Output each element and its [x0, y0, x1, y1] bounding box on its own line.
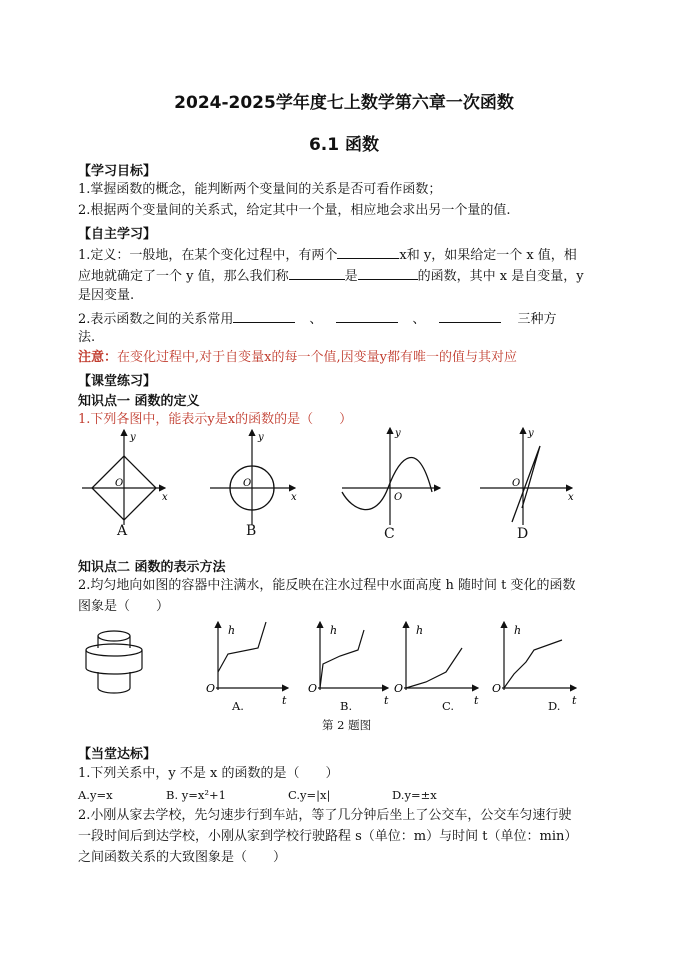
separator: 、 — [309, 312, 323, 327]
section-title: 6.1 函数 — [308, 135, 380, 155]
q2-label-a: A. — [232, 699, 244, 713]
axis-origin-label: O — [394, 492, 403, 503]
axis-y-label: y — [258, 432, 264, 443]
blank-5 — [336, 308, 398, 323]
practice-question-2-line-2: 图象是（ ） — [78, 599, 170, 614]
axis-y-label: y — [528, 428, 534, 439]
graph-d-zigzag — [480, 428, 574, 525]
axis-h-label: h — [228, 624, 236, 637]
axis-t-label: t — [282, 694, 287, 707]
axis-t-label: t — [474, 694, 479, 707]
definition-line-2 — [78, 265, 584, 287]
axis-origin-label: O — [512, 478, 521, 489]
water-container-icon — [86, 631, 142, 693]
definition-text: 的函数，其中 x 是自变量，y — [417, 269, 584, 284]
definition-text: 1.定义：一般地，在某个变化过程中，有两个 — [78, 248, 338, 263]
q2-graph-d — [492, 622, 577, 707]
page-title: 2024-2025学年度七上数学第六章一次函数 — [174, 93, 514, 113]
q2-graph-c — [394, 622, 479, 707]
separator: 、 — [412, 312, 426, 327]
axis-h-label: h — [416, 624, 424, 637]
graph-label-c: C — [384, 526, 395, 542]
q2-figure-caption: 第 2 题图 — [322, 718, 372, 732]
axis-origin-label: O — [115, 478, 124, 489]
definition-text: 是 — [344, 269, 358, 284]
graph-c-curve — [342, 428, 440, 525]
representation-text: 三种方 — [517, 312, 557, 327]
representation-line — [78, 308, 556, 330]
note-label: 注意： — [78, 350, 118, 365]
graph-label-d: D — [517, 526, 529, 542]
check-question-2-line-1: 2.小刚从家去学校，先匀速步行到车站，等了几分钟后坐上了公交车，公交车匀速行驶 — [78, 808, 572, 823]
axis-origin-label: O — [308, 682, 318, 695]
axis-t-label: t — [384, 694, 389, 707]
check-heading: 【当堂达标】 — [78, 747, 157, 762]
self-study-heading: 【自主学习】 — [78, 227, 157, 242]
q1-graphs — [0, 420, 688, 550]
blank-2 — [289, 265, 345, 280]
note-text: 在变化过程中,对于自变量x的每一个值,因变量y都有唯一的值与其对应 — [117, 350, 517, 365]
axis-x-label: x — [291, 492, 297, 503]
q2-label-c: C. — [442, 699, 455, 713]
practice-question-2-line-1: 2.均匀地向如图的容器中注满水，能反映在注水过程中水面高度 h 随时间 t 变化的函数 — [78, 578, 576, 593]
axis-origin-label: O — [206, 682, 216, 695]
axis-origin-label: O — [243, 478, 252, 489]
practice-question-1: 1.下列各图中，能表示y是x的函数的是（ ） — [78, 412, 353, 427]
option-d: D.y=±x — [392, 788, 437, 802]
representation-text: 2.表示函数之间的关系常用 — [78, 312, 234, 327]
q2-graph-b — [308, 622, 389, 707]
knowledge-point-2: 知识点二 函数的表示方法 — [78, 560, 226, 575]
option-a: A.y=x — [78, 788, 113, 802]
axis-h-label: h — [330, 624, 338, 637]
goal-item-2: 2.根据两个变量间的关系式，给定其中一个量，相应地会求出另一个量的值. — [78, 203, 511, 218]
practice-heading: 【课堂练习】 — [78, 374, 157, 389]
blank-1 — [337, 244, 399, 259]
axis-h-label: h — [514, 624, 522, 637]
axis-t-label: t — [572, 694, 577, 707]
check-question-2-line-3: 之间函数关系的大致图象是（ ） — [78, 850, 287, 865]
option-b: B. y=x²+1 — [166, 788, 226, 802]
axis-y-label: y — [130, 432, 136, 443]
axis-origin-label: O — [492, 682, 502, 695]
graph-label-b: B — [246, 523, 257, 539]
definition-line-1 — [78, 244, 577, 266]
graph-b-circle — [210, 430, 297, 525]
q2-figures — [0, 612, 688, 712]
goals-heading: 【学习目标】 — [78, 164, 157, 179]
definition-text: 应地就确定了一个 y 值，那么我们称 — [78, 269, 289, 284]
axis-y-label: y — [395, 428, 401, 439]
axis-origin-label: O — [394, 682, 404, 695]
q2-graph-a — [206, 622, 288, 707]
option-c: C.y=|x| — [288, 788, 331, 802]
representation-end: 法. — [78, 330, 96, 345]
definition-text: x和 y，如果给定一个 x 值，相 — [399, 248, 577, 263]
definition-line-3: 是因变量. — [78, 288, 135, 303]
goal-item-1: 1.掌握函数的概念，能判断两个变量间的关系是否可看作函数； — [78, 182, 442, 197]
axis-x-label: x — [162, 492, 168, 503]
knowledge-point-1: 知识点一 函数的定义 — [78, 394, 200, 409]
graph-label-a: A — [117, 523, 128, 539]
q2-label-d: D. — [548, 699, 561, 713]
graph-a-diamond — [82, 430, 168, 525]
check-question-2-line-2: 一段时间后到达学校，小刚从家到学校行驶路程 s（单位：m）与时间 t（单位：min） — [78, 829, 578, 844]
blank-6 — [439, 308, 501, 323]
check-question-1: 1.下列关系中，y 不是 x 的函数的是（ ） — [78, 766, 339, 781]
blank-4 — [233, 308, 295, 323]
q2-label-b: B. — [340, 699, 353, 713]
note-line — [78, 348, 517, 368]
axis-x-label: x — [568, 492, 574, 503]
blank-3 — [358, 265, 418, 280]
